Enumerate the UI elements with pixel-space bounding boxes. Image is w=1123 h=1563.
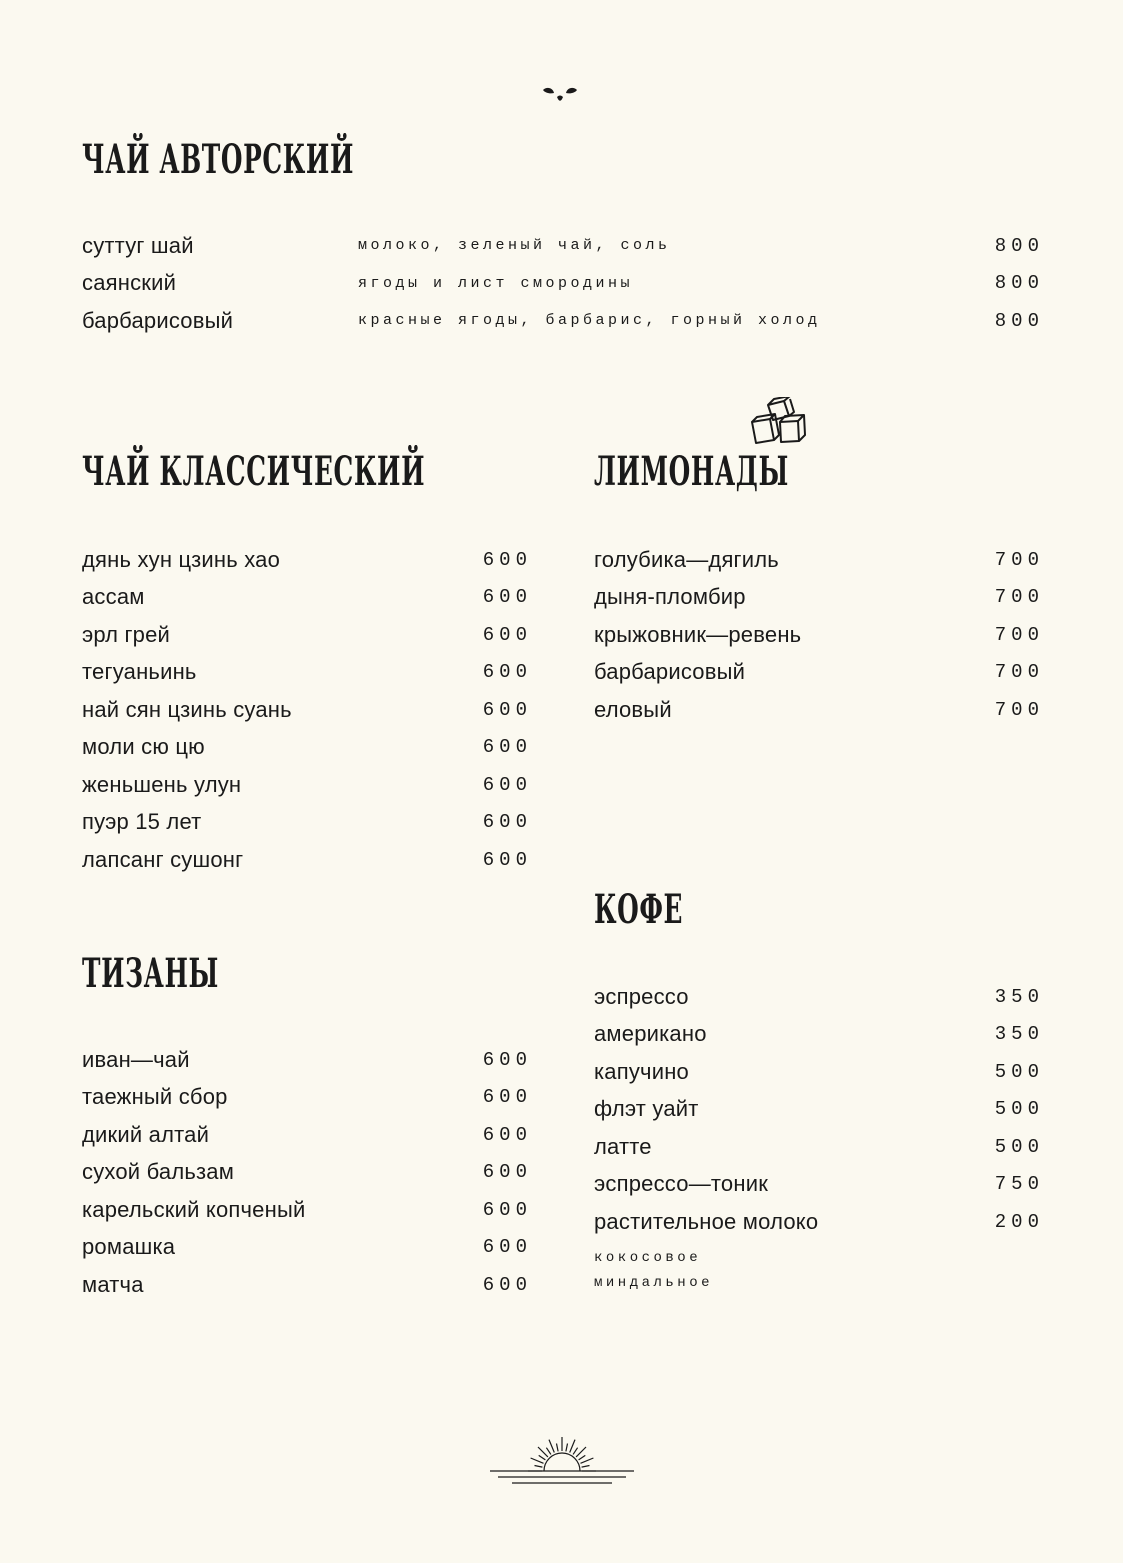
menu-item	[82, 1154, 532, 1192]
item-price: 350	[994, 1023, 1044, 1046]
item-list	[82, 541, 532, 879]
item-name: барбарисовый	[82, 307, 234, 333]
item-price: 600	[482, 1123, 532, 1146]
leaf-ornament-icon	[541, 84, 579, 106]
item-list	[82, 227, 1044, 340]
menu-item	[594, 1166, 1044, 1204]
menu-item	[594, 1091, 1044, 1129]
item-name: дыня-пломбир	[594, 584, 746, 610]
menu-item	[82, 691, 532, 729]
menu-item	[594, 654, 1044, 692]
plant-milk-options	[594, 1246, 713, 1296]
menu-item	[82, 654, 532, 692]
item-price: 500	[994, 1135, 1044, 1158]
menu-item	[594, 579, 1044, 617]
plant-milk-option: миндальное	[594, 1275, 714, 1291]
item-price: 600	[482, 1236, 532, 1259]
item-name: растительное молоко	[594, 1208, 819, 1234]
item-price: 600	[482, 1161, 532, 1184]
menu-item	[82, 841, 532, 879]
item-name: ассам	[82, 584, 145, 610]
menu-item	[82, 302, 1044, 340]
item-price: 700	[994, 623, 1044, 646]
section-kofe	[594, 886, 1044, 1291]
item-name: суттуг шай	[82, 232, 194, 258]
item-price: 600	[482, 623, 532, 646]
item-name: ромашка	[82, 1234, 176, 1260]
menu-item	[82, 766, 532, 804]
menu-item	[82, 1116, 532, 1154]
item-name: иван—чай	[82, 1046, 190, 1072]
item-name: крыжовник—ревень	[594, 621, 802, 647]
item-name: саянский	[82, 270, 177, 296]
item-price: 200	[994, 1210, 1044, 1233]
sunrise-icon	[488, 1434, 636, 1490]
item-name: тегуаньинь	[82, 659, 197, 685]
item-price: 600	[482, 661, 532, 684]
item-name: еловый	[594, 696, 672, 722]
section-tizany	[82, 950, 532, 1297]
menu-item	[82, 804, 532, 842]
item-price: 700	[994, 586, 1044, 609]
plant-milk-option: кокосовое	[594, 1250, 702, 1266]
item-description: ягоды и лист смородины	[358, 274, 634, 292]
menu-item	[594, 1128, 1044, 1166]
item-name: дянь хун цзинь хао	[82, 546, 281, 572]
item-list	[594, 978, 1044, 1241]
item-name: голубика—дягиль	[594, 546, 779, 572]
item-name: флэт уайт	[594, 1096, 699, 1122]
item-price: 350	[994, 985, 1044, 1008]
menu-item	[82, 227, 1044, 265]
menu-item	[594, 978, 1044, 1016]
menu-item	[82, 1079, 532, 1117]
item-name: латте	[594, 1133, 652, 1159]
item-price: 600	[482, 698, 532, 721]
item-price: 600	[482, 548, 532, 571]
menu-item	[594, 1203, 1044, 1241]
section-title: ЧАЙ АВТОРСКИЙ	[82, 136, 354, 183]
item-price: 750	[994, 1173, 1044, 1196]
item-price: 600	[482, 586, 532, 609]
menu-item	[82, 541, 532, 579]
item-name: моли сю цю	[82, 734, 205, 760]
item-name: най сян цзинь суань	[82, 696, 292, 722]
menu-item	[594, 616, 1044, 654]
item-description: красные ягоды, барбарис, горный холод	[358, 312, 821, 330]
item-price: 700	[994, 661, 1044, 684]
ice-cubes-icon	[748, 397, 812, 449]
section-classic	[82, 448, 532, 872]
item-name: эрл грей	[82, 621, 171, 647]
item-price: 600	[482, 1086, 532, 1109]
item-price: 800	[994, 234, 1044, 257]
item-name: капучино	[594, 1058, 689, 1084]
item-list	[594, 541, 1044, 729]
item-name: таежный сбор	[82, 1084, 228, 1110]
item-price: 600	[482, 1198, 532, 1221]
menu-item	[594, 691, 1044, 729]
item-price: 600	[482, 848, 532, 871]
item-name: эспрессо	[594, 983, 689, 1009]
item-name: карельский копченый	[82, 1196, 306, 1222]
item-price: 600	[482, 1273, 532, 1296]
menu-item	[82, 729, 532, 767]
item-price: 600	[482, 811, 532, 834]
item-price: 700	[994, 698, 1044, 721]
menu-item	[82, 1266, 532, 1304]
item-name: дикий алтай	[82, 1121, 210, 1147]
item-list	[82, 1041, 532, 1304]
item-description: молоко, зеленый чай, соль	[358, 237, 671, 255]
menu-item	[82, 265, 1044, 303]
item-name: лапсанг сушонг	[82, 846, 244, 872]
item-name: эспрессо—тоник	[594, 1171, 769, 1197]
item-price: 500	[994, 1098, 1044, 1121]
item-name: барбарисовый	[594, 659, 746, 685]
item-name: сухой бальзам	[82, 1159, 235, 1185]
item-name: женьшень улун	[82, 771, 242, 797]
menu-item	[594, 1053, 1044, 1091]
menu-item	[82, 616, 532, 654]
menu-item	[82, 1041, 532, 1079]
item-price: 700	[994, 548, 1044, 571]
section-title: ТИЗАНЫ	[82, 950, 219, 997]
item-price: 800	[994, 272, 1044, 295]
menu-item	[594, 1016, 1044, 1054]
section-title: ЧАЙ КЛАССИЧЕСКИЙ	[82, 448, 426, 495]
section-title: ЛИМОНАДЫ	[594, 448, 789, 495]
item-price: 600	[482, 773, 532, 796]
item-name: матча	[82, 1271, 144, 1297]
menu-item	[594, 541, 1044, 579]
section-limonady	[594, 448, 1044, 722]
item-price: 600	[482, 1048, 532, 1071]
item-price: 800	[994, 309, 1044, 332]
item-price: 600	[482, 736, 532, 759]
menu-item	[82, 1191, 532, 1229]
item-name: американо	[594, 1021, 707, 1047]
section-title: КОФЕ	[594, 886, 684, 933]
section-avtorsky	[82, 136, 1044, 333]
menu-item	[82, 579, 532, 617]
item-price: 500	[994, 1060, 1044, 1083]
menu-item	[82, 1229, 532, 1267]
item-name: пуэр 15 лет	[82, 809, 202, 835]
